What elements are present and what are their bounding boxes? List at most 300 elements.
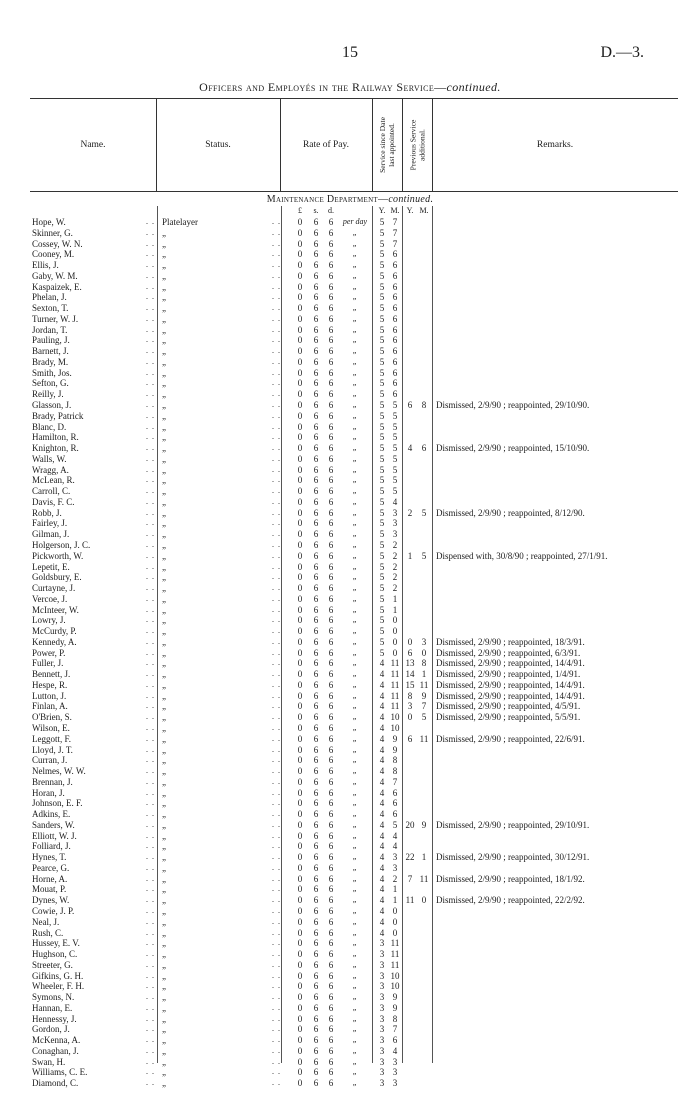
service-years: 4 bbox=[379, 852, 385, 863]
service-since-line1: Service since Date bbox=[378, 117, 387, 173]
table-row bbox=[0, 1014, 700, 1025]
service-years: 4 bbox=[379, 744, 385, 755]
pay-pence: 6 bbox=[328, 1078, 334, 1089]
pay-shillings: 6 bbox=[313, 217, 319, 227]
pay-pence: 6 bbox=[328, 324, 334, 335]
pay-shillings: 6 bbox=[313, 669, 319, 680]
employee-name: Lutton, J. bbox=[32, 690, 67, 701]
employee-status: „ bbox=[162, 507, 166, 518]
pay-pence: 6 bbox=[328, 453, 334, 464]
previous-years: 6 bbox=[407, 733, 413, 744]
pay-shillings: 6 bbox=[313, 690, 319, 701]
table-row bbox=[0, 798, 700, 809]
pay-pence: 6 bbox=[328, 873, 334, 884]
table-row bbox=[0, 249, 700, 260]
employee-name: Hannan, E. bbox=[32, 1002, 73, 1013]
employee-name: Sanders, W. bbox=[32, 819, 75, 830]
pay-unit: „ bbox=[352, 507, 358, 517]
pay-unit: „ bbox=[352, 1024, 358, 1034]
pay-pence: 6 bbox=[328, 787, 334, 798]
table-row bbox=[0, 454, 700, 465]
service-months: 7 bbox=[392, 227, 398, 238]
table-row bbox=[0, 594, 700, 605]
employee-name: Goldsbury, E. bbox=[32, 572, 82, 583]
employee-status: „ bbox=[162, 227, 166, 238]
pay-pounds: 0 bbox=[297, 475, 303, 486]
service-years: 5 bbox=[379, 647, 385, 658]
remarks: Dismissed, 2/9/90 ; reappointed, 14/4/91. bbox=[436, 679, 585, 690]
table-row bbox=[0, 874, 700, 885]
pay-pence: 6 bbox=[328, 400, 334, 411]
leader-dots: . . bbox=[272, 1078, 281, 1088]
pay-unit: „ bbox=[352, 992, 358, 1002]
pay-pence: 6 bbox=[328, 722, 334, 733]
pay-pounds: 0 bbox=[297, 636, 303, 647]
pay-pence: 6 bbox=[328, 313, 334, 324]
service-months: 9 bbox=[392, 1002, 398, 1013]
employee-status: „ bbox=[162, 421, 166, 432]
employee-name: Diamond, C. bbox=[32, 1078, 79, 1089]
service-years: 4 bbox=[379, 679, 385, 690]
table-row bbox=[0, 938, 700, 949]
pay-unit: „ bbox=[352, 776, 358, 786]
employee-name: Gaby, W. M. bbox=[32, 270, 78, 281]
service-months: 11 bbox=[390, 949, 400, 960]
pay-shillings: 6 bbox=[313, 539, 319, 550]
unit-pence: d. bbox=[328, 206, 334, 215]
pay-pence: 6 bbox=[328, 949, 334, 960]
employee-name: Hynes, T. bbox=[32, 852, 67, 863]
employee-status: „ bbox=[162, 410, 166, 421]
service-months: 6 bbox=[392, 313, 398, 324]
leader-dots: . . bbox=[272, 561, 281, 571]
leader-dots: . . bbox=[146, 453, 155, 463]
table-row bbox=[0, 540, 700, 551]
pay-shillings: 6 bbox=[313, 884, 319, 895]
leader-dots: . . bbox=[146, 873, 155, 883]
leader-dots: . . bbox=[146, 303, 155, 313]
pay-unit: „ bbox=[352, 733, 358, 743]
remarks: Dismissed, 2/9/90 ; reappointed, 5/5/91. bbox=[436, 712, 581, 723]
leader-dots: . . bbox=[146, 981, 155, 991]
pay-pence: 6 bbox=[328, 981, 334, 992]
leader-dots: . . bbox=[146, 1056, 155, 1066]
employee-status: „ bbox=[162, 249, 166, 260]
pay-pounds: 0 bbox=[297, 313, 303, 324]
service-months: 6 bbox=[392, 324, 398, 335]
service-years: 5 bbox=[379, 303, 385, 314]
service-months: 6 bbox=[392, 292, 398, 303]
table-row bbox=[0, 228, 700, 239]
leader-dots: . . bbox=[272, 615, 281, 625]
pay-pounds: 0 bbox=[297, 615, 303, 626]
service-months: 7 bbox=[392, 217, 398, 227]
remarks: Dismissed, 2/9/90 ; reappointed, 1/4/91. bbox=[436, 669, 581, 680]
service-years: 4 bbox=[379, 873, 385, 884]
pay-unit: „ bbox=[352, 1035, 358, 1045]
column-header-remarks: Remarks. bbox=[536, 140, 574, 150]
pay-unit: „ bbox=[352, 539, 358, 549]
employee-status: „ bbox=[162, 970, 166, 981]
previous-years: 3 bbox=[407, 701, 413, 712]
previous-months: 11 bbox=[419, 679, 429, 690]
pay-pence: 6 bbox=[328, 529, 334, 540]
pay-shillings: 6 bbox=[313, 615, 319, 626]
leader-dots: . . bbox=[272, 798, 281, 808]
pay-unit: „ bbox=[352, 529, 358, 539]
table-row bbox=[0, 1067, 700, 1078]
service-years: 3 bbox=[379, 970, 385, 981]
service-months: 11 bbox=[390, 938, 400, 949]
employee-status: „ bbox=[162, 669, 166, 680]
pay-pence: 6 bbox=[328, 959, 334, 970]
service-years: 5 bbox=[379, 410, 385, 421]
employee-name: Jordan, T. bbox=[32, 324, 68, 335]
leader-dots: . . bbox=[146, 895, 155, 905]
service-years: 3 bbox=[379, 1002, 385, 1013]
pay-pounds: 0 bbox=[297, 496, 303, 507]
employee-name: Folliard, J. bbox=[32, 841, 71, 852]
employee-name: Davis, F. C. bbox=[32, 496, 75, 507]
pay-pounds: 0 bbox=[297, 970, 303, 981]
employee-status: „ bbox=[162, 798, 166, 809]
service-months: 7 bbox=[392, 238, 398, 249]
pay-shillings: 6 bbox=[313, 281, 319, 292]
table-row bbox=[0, 335, 700, 346]
employee-status: „ bbox=[162, 949, 166, 960]
employee-status: „ bbox=[162, 722, 166, 733]
service-months: 3 bbox=[392, 1067, 398, 1078]
remarks: Dismissed, 2/9/90 ; reappointed, 30/12/91. bbox=[436, 852, 590, 863]
pay-pence: 6 bbox=[328, 335, 334, 346]
pay-pounds: 0 bbox=[297, 260, 303, 271]
pay-shillings: 6 bbox=[313, 1002, 319, 1013]
pay-pounds: 0 bbox=[297, 443, 303, 454]
employee-status: „ bbox=[162, 324, 166, 335]
leader-dots: . . bbox=[272, 453, 281, 463]
leader-dots: . . bbox=[146, 766, 155, 776]
pay-pence: 6 bbox=[328, 658, 334, 669]
pay-unit: „ bbox=[352, 475, 358, 485]
pay-pence: 6 bbox=[328, 841, 334, 852]
table-row bbox=[0, 981, 700, 992]
employee-name: Knighton, R. bbox=[32, 443, 79, 454]
pay-pence: 6 bbox=[328, 561, 334, 572]
pay-shillings: 6 bbox=[313, 238, 319, 249]
pay-pounds: 0 bbox=[297, 604, 303, 615]
pay-unit: „ bbox=[352, 862, 358, 872]
employee-status: „ bbox=[162, 292, 166, 303]
employee-name: Robb, J. bbox=[32, 507, 62, 518]
pay-shillings: 6 bbox=[313, 421, 319, 432]
leader-dots: . . bbox=[146, 658, 155, 668]
table-row bbox=[0, 960, 700, 971]
service-years: 4 bbox=[379, 906, 385, 916]
pay-pence: 6 bbox=[328, 809, 334, 820]
employee-name: Cooney, M. bbox=[32, 249, 75, 260]
service-years: 3 bbox=[379, 959, 385, 970]
employee-status: „ bbox=[162, 809, 166, 820]
leader-dots: . . bbox=[272, 712, 281, 722]
service-months: 9 bbox=[392, 733, 398, 744]
pay-pounds: 0 bbox=[297, 561, 303, 572]
table-row bbox=[0, 1078, 700, 1089]
pay-shillings: 6 bbox=[313, 313, 319, 324]
pay-unit: „ bbox=[352, 260, 358, 270]
table-row bbox=[0, 820, 700, 831]
table-row bbox=[0, 992, 700, 1003]
leader-dots: . . bbox=[146, 1078, 155, 1088]
pay-pounds: 0 bbox=[297, 679, 303, 690]
pay-pence: 6 bbox=[328, 1024, 334, 1035]
pay-pence: 6 bbox=[328, 550, 334, 561]
service-months: 6 bbox=[392, 787, 398, 798]
service-months: 11 bbox=[390, 658, 400, 669]
pay-pounds: 0 bbox=[297, 1056, 303, 1067]
service-months: 6 bbox=[392, 335, 398, 346]
pay-pounds: 0 bbox=[297, 1067, 303, 1078]
pay-pounds: 0 bbox=[297, 927, 303, 938]
remarks: Dismissed, 2/9/90 ; reappointed, 18/1/92. bbox=[436, 873, 585, 884]
table-row bbox=[0, 906, 700, 917]
pay-unit: „ bbox=[352, 367, 358, 377]
employee-status: „ bbox=[162, 626, 166, 637]
pay-pence: 6 bbox=[328, 615, 334, 626]
employee-status: „ bbox=[162, 744, 166, 755]
previous-years: 20 bbox=[405, 819, 415, 830]
employee-status: „ bbox=[162, 1078, 166, 1089]
leader-dots: . . bbox=[272, 217, 281, 226]
pay-shillings: 6 bbox=[313, 346, 319, 357]
employee-name: McInteer, W. bbox=[32, 604, 79, 615]
service-years: 5 bbox=[379, 356, 385, 367]
service-months: 1 bbox=[392, 593, 398, 604]
leader-dots: . . bbox=[146, 1013, 155, 1023]
table-row bbox=[0, 971, 700, 982]
service-months: 3 bbox=[392, 1078, 398, 1089]
service-months: 2 bbox=[392, 539, 398, 550]
pay-pence: 6 bbox=[328, 1035, 334, 1046]
leader-dots: . . bbox=[272, 787, 281, 797]
service-years: 4 bbox=[379, 895, 385, 906]
employee-name: McCurdy, P. bbox=[32, 626, 77, 637]
leader-dots: . . bbox=[272, 1045, 281, 1055]
pay-shillings: 6 bbox=[313, 701, 319, 712]
employee-status: „ bbox=[162, 701, 166, 712]
pay-pence: 6 bbox=[328, 475, 334, 486]
pay-pounds: 0 bbox=[297, 453, 303, 464]
employee-name: Hamilton, R. bbox=[32, 432, 79, 443]
leader-dots: . . bbox=[272, 410, 281, 420]
employee-name: Gifkins, G. H. bbox=[32, 970, 84, 981]
leader-dots: . . bbox=[272, 841, 281, 851]
leader-dots: . . bbox=[272, 227, 281, 237]
service-years: 4 bbox=[379, 798, 385, 809]
table-row bbox=[0, 841, 700, 852]
leader-dots: . . bbox=[272, 733, 281, 743]
employee-status: „ bbox=[162, 313, 166, 324]
remarks: Dismissed, 2/9/90 ; reappointed, 4/5/91. bbox=[436, 701, 581, 712]
pay-shillings: 6 bbox=[313, 572, 319, 583]
service-months: 6 bbox=[392, 356, 398, 367]
table-row bbox=[0, 260, 700, 271]
pay-shillings: 6 bbox=[313, 798, 319, 809]
employee-status: „ bbox=[162, 356, 166, 367]
service-years: 5 bbox=[379, 486, 385, 497]
pay-shillings: 6 bbox=[313, 1013, 319, 1024]
leader-dots: . . bbox=[272, 776, 281, 786]
leader-dots: . . bbox=[272, 626, 281, 636]
previous-years: 0 bbox=[407, 712, 413, 723]
pay-unit: „ bbox=[352, 852, 358, 862]
pay-pence: 6 bbox=[328, 238, 334, 249]
pay-pence: 6 bbox=[328, 669, 334, 680]
leader-dots: . . bbox=[272, 270, 281, 280]
previous-months: 5 bbox=[421, 507, 427, 518]
pay-unit: „ bbox=[352, 916, 358, 926]
pay-shillings: 6 bbox=[313, 809, 319, 820]
leader-dots: . . bbox=[272, 830, 281, 840]
pay-unit: „ bbox=[352, 303, 358, 313]
pay-pounds: 0 bbox=[297, 841, 303, 852]
pay-shillings: 6 bbox=[313, 970, 319, 981]
leader-dots: . . bbox=[272, 1056, 281, 1066]
unit-months: M. bbox=[390, 206, 400, 215]
previous-years: 11 bbox=[405, 895, 415, 906]
previous-months: 11 bbox=[419, 873, 429, 884]
pay-shillings: 6 bbox=[313, 335, 319, 346]
pay-pence: 6 bbox=[328, 378, 334, 389]
service-years: 3 bbox=[379, 938, 385, 949]
leader-dots: . . bbox=[272, 636, 281, 646]
pay-unit: „ bbox=[352, 518, 358, 528]
employee-status: „ bbox=[162, 260, 166, 271]
leader-dots: . . bbox=[146, 636, 155, 646]
service-years: 5 bbox=[379, 518, 385, 529]
pay-unit: „ bbox=[352, 819, 358, 829]
pay-shillings: 6 bbox=[313, 1078, 319, 1089]
pay-unit: „ bbox=[352, 281, 358, 291]
service-months: 5 bbox=[392, 432, 398, 443]
leader-dots: . . bbox=[146, 475, 155, 485]
leader-dots: . . bbox=[146, 227, 155, 237]
employee-name: O'Brien, S. bbox=[32, 712, 72, 723]
pay-pounds: 0 bbox=[297, 949, 303, 960]
pay-pence: 6 bbox=[328, 270, 334, 281]
service-years: 5 bbox=[379, 626, 385, 637]
employee-status: „ bbox=[162, 346, 166, 357]
leader-dots: . . bbox=[272, 432, 281, 442]
service-years: 5 bbox=[379, 367, 385, 378]
pay-pence: 6 bbox=[328, 766, 334, 777]
employee-name: Carroll, C. bbox=[32, 486, 71, 497]
service-years: 5 bbox=[379, 550, 385, 561]
pay-pence: 6 bbox=[328, 249, 334, 260]
title-main: Officers and Employés in the Railway Service— bbox=[199, 80, 447, 94]
leader-dots: . . bbox=[272, 238, 281, 248]
pay-pence: 6 bbox=[328, 927, 334, 938]
employee-status: „ bbox=[162, 550, 166, 561]
table-row bbox=[0, 734, 700, 745]
leader-dots: . . bbox=[146, 356, 155, 366]
pay-shillings: 6 bbox=[313, 561, 319, 572]
table-row bbox=[0, 777, 700, 788]
pay-pounds: 0 bbox=[297, 400, 303, 411]
pay-shillings: 6 bbox=[313, 636, 319, 647]
table-row bbox=[0, 400, 700, 411]
previous-years: 4 bbox=[407, 443, 413, 454]
leader-dots: . . bbox=[146, 949, 155, 959]
pay-pence: 6 bbox=[328, 496, 334, 507]
pay-pounds: 0 bbox=[297, 819, 303, 830]
pay-shillings: 6 bbox=[313, 453, 319, 464]
employee-status: „ bbox=[162, 938, 166, 949]
employee-name: Wilson, E. bbox=[32, 722, 70, 733]
employee-name: Symons, N. bbox=[32, 992, 75, 1003]
pay-pounds: 0 bbox=[297, 367, 303, 378]
service-months: 11 bbox=[390, 959, 400, 970]
employee-status: „ bbox=[162, 927, 166, 938]
table-row bbox=[0, 357, 700, 368]
previous-years: 2 bbox=[407, 507, 413, 518]
pay-shillings: 6 bbox=[313, 776, 319, 787]
pay-shillings: 6 bbox=[313, 443, 319, 454]
leader-dots: . . bbox=[146, 378, 155, 388]
pay-shillings: 6 bbox=[313, 938, 319, 949]
service-years: 4 bbox=[379, 701, 385, 712]
leader-dots: . . bbox=[146, 992, 155, 1002]
pay-shillings: 6 bbox=[313, 292, 319, 303]
service-years: 3 bbox=[379, 1045, 385, 1056]
employee-name: Elliott, W. J. bbox=[32, 830, 77, 841]
pay-pounds: 0 bbox=[297, 303, 303, 314]
pay-shillings: 6 bbox=[313, 959, 319, 970]
pay-unit: „ bbox=[352, 712, 358, 722]
employee-name: Walls, W. bbox=[32, 453, 67, 464]
service-years: 5 bbox=[379, 593, 385, 604]
service-years: 5 bbox=[379, 572, 385, 583]
employee-status: „ bbox=[162, 281, 166, 292]
pay-shillings: 6 bbox=[313, 270, 319, 281]
leader-dots: . . bbox=[146, 679, 155, 689]
employee-name: Brady, M. bbox=[32, 356, 69, 367]
employee-name: Sexton, T. bbox=[32, 303, 69, 314]
employee-status: „ bbox=[162, 959, 166, 970]
leader-dots: . . bbox=[272, 862, 281, 872]
pay-pence: 6 bbox=[328, 755, 334, 766]
previous-months: 8 bbox=[421, 658, 427, 669]
pay-unit: „ bbox=[352, 389, 358, 399]
pay-shillings: 6 bbox=[313, 550, 319, 561]
employee-name: Lepetit, E. bbox=[32, 561, 70, 572]
pay-pounds: 0 bbox=[297, 1013, 303, 1024]
pay-pounds: 0 bbox=[297, 249, 303, 260]
service-months: 0 bbox=[392, 636, 398, 647]
service-years: 4 bbox=[379, 916, 385, 927]
leader-dots: . . bbox=[272, 507, 281, 517]
previous-months: 0 bbox=[421, 647, 427, 658]
service-years: 4 bbox=[379, 841, 385, 852]
service-months: 6 bbox=[392, 1035, 398, 1046]
table-row bbox=[0, 583, 700, 594]
employee-status: „ bbox=[162, 1024, 166, 1035]
employee-status: „ bbox=[162, 593, 166, 604]
employee-name: Gilman, J. bbox=[32, 529, 70, 540]
leader-dots: . . bbox=[272, 690, 281, 700]
leader-dots: . . bbox=[272, 916, 281, 926]
employee-name: Johnson, E. F. bbox=[32, 798, 83, 809]
service-months: 0 bbox=[392, 906, 398, 916]
